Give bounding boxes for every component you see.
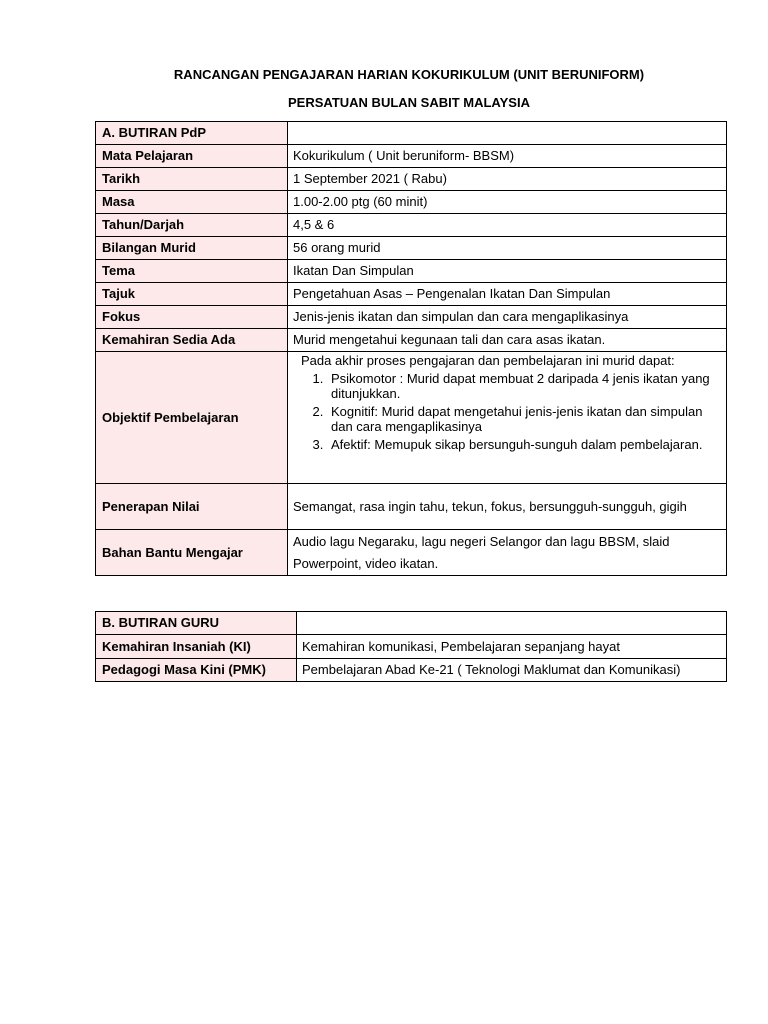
row-label-penerapan-nilai: Penerapan Nilai	[96, 484, 288, 530]
row-label-kemahiran-sedia-ada: Kemahiran Sedia Ada	[96, 329, 288, 352]
row-label-bahan-bantu: Bahan Bantu Mengajar	[96, 530, 288, 576]
row-label-kemahiran-insaniah: Kemahiran Insaniah (KI)	[96, 635, 297, 659]
row-value-fokus: Jenis-jenis ikatan dan simpulan dan cara mengaplikasinya	[288, 306, 727, 329]
row-label-pedagogi: Pedagogi Masa Kini (PMK)	[96, 659, 297, 682]
table-butiran-pdp	[95, 121, 727, 576]
row-value-tarikh: 1 September 2021 ( Rabu)	[288, 168, 727, 191]
row-value-kemahiran-sedia-ada: Murid mengetahui kegunaan tali dan cara asas ikatan.	[288, 329, 727, 352]
table-row	[96, 260, 727, 283]
table-row	[96, 612, 727, 635]
table-row	[96, 283, 727, 306]
document-title: RANCANGAN PENGAJARAN HARIAN KOKURIKULUM (UNIT BERUNIFORM)	[173, 67, 645, 82]
table-row	[96, 237, 727, 260]
table-row	[96, 191, 727, 214]
row-value-objektif	[288, 352, 727, 484]
objektif-item-afektif: 3. Afektif: Memupuk sikap bersunguh-sunguh dalam pembelajaran.	[327, 437, 721, 452]
row-label-tarikh: Tarikh	[96, 168, 288, 191]
row-value-pedagogi: Pembelajaran Abad Ke-21 ( Teknologi Maklumat dan Komunikasi)	[297, 659, 727, 682]
empty-cell	[297, 612, 727, 635]
row-value-penerapan-nilai: Semangat, rasa ingin tahu, tekun, fokus, bersungguh-sungguh, gigih	[288, 484, 727, 530]
objektif-item-psikomotor: 1. Psikomotor : Murid dapat membuat 2 daripada 4 jenis ikatan yang ditunjukkan.	[327, 371, 721, 401]
row-value-bahan-bantu: Audio lagu Negaraku, lagu negeri Selangor dan lagu BBSM, slaid Powerpoint, video ikatan.	[288, 530, 727, 576]
row-label-bilangan-murid: Bilangan Murid	[96, 237, 288, 260]
section-a-heading: A. BUTIRAN PdP	[96, 122, 288, 145]
row-label-masa: Masa	[96, 191, 288, 214]
row-label-tajuk: Tajuk	[96, 283, 288, 306]
table-row	[96, 306, 727, 329]
row-label-mata-pelajaran: Mata Pelajaran	[96, 145, 288, 168]
table-row	[96, 484, 727, 530]
row-value-mata-pelajaran: Kokurikulum ( Unit beruniform- BBSM)	[288, 145, 727, 168]
table-row	[96, 352, 727, 484]
objektif-list	[293, 371, 721, 452]
row-label-tema: Tema	[96, 260, 288, 283]
row-label-objektif: Objektif Pembelajaran	[96, 352, 288, 484]
table-row	[96, 122, 727, 145]
row-value-bilangan-murid: 56 orang murid	[288, 237, 727, 260]
row-value-masa: 1.00-2.00 ptg (60 minit)	[288, 191, 727, 214]
row-label-tahun-darjah: Tahun/Darjah	[96, 214, 288, 237]
row-value-tema: Ikatan Dan Simpulan	[288, 260, 727, 283]
objektif-intro: Pada akhir proses pengajaran dan pembelajaran ini murid dapat:	[301, 353, 675, 368]
row-value-tajuk: Pengetahuan Asas – Pengenalan Ikatan Dan Simpulan	[288, 283, 727, 306]
row-value-kemahiran-insaniah: Kemahiran komunikasi, Pembelajaran sepanjang hayat	[297, 635, 727, 659]
table-row	[96, 214, 727, 237]
objektif-item-kognitif: 2. Kognitif: Murid dapat mengetahui jenis-jenis ikatan dan simpulan dan cara mengaplikasinya	[327, 404, 721, 434]
table-row	[96, 329, 727, 352]
table-butiran-guru	[95, 611, 727, 682]
table-row	[96, 659, 727, 682]
row-value-tahun-darjah: 4,5 & 6	[288, 214, 727, 237]
table-row	[96, 168, 727, 191]
table-row	[96, 530, 727, 576]
empty-cell	[288, 122, 727, 145]
row-label-fokus: Fokus	[96, 306, 288, 329]
table-row	[96, 635, 727, 659]
table-row	[96, 145, 727, 168]
document-subtitle: PERSATUAN BULAN SABIT MALAYSIA	[288, 95, 530, 110]
section-b-heading: B. BUTIRAN GURU	[96, 612, 297, 635]
